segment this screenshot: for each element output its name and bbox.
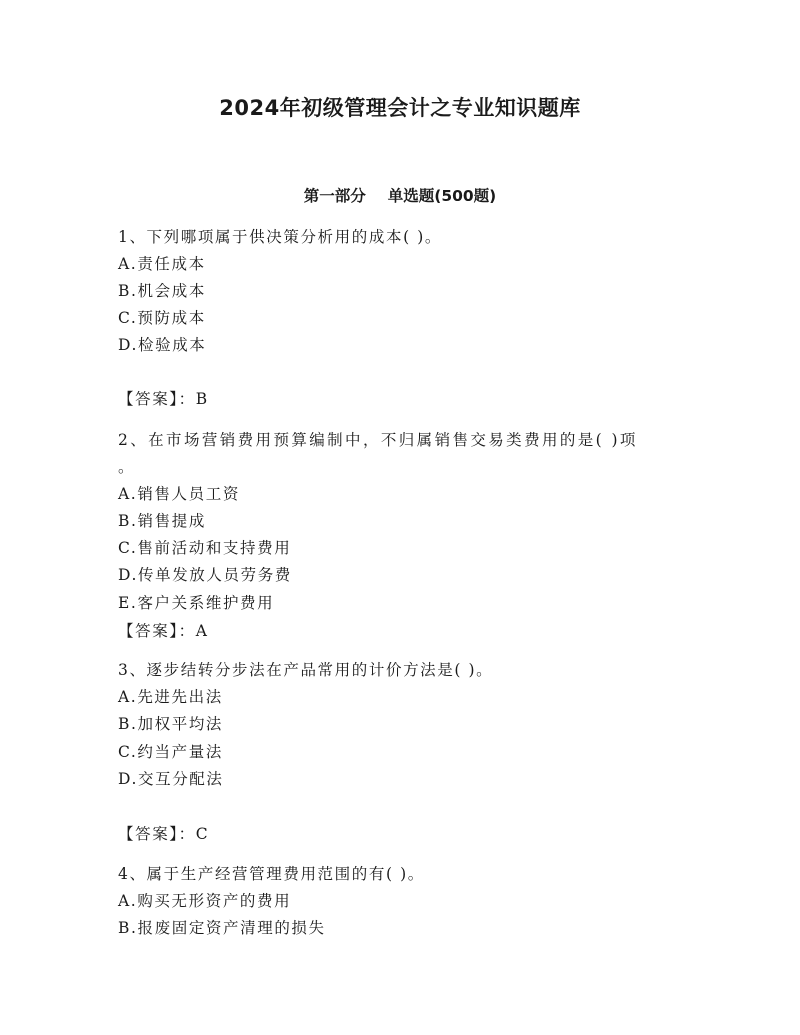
question-1-text: 1、下列哪项属于供决策分析用的成本( )。 (118, 228, 442, 246)
question-1-option-c: C.预防成本 (118, 309, 206, 327)
section-heading (0, 184, 800, 206)
question-2-option-c: C.售前活动和支持费用 (118, 539, 292, 557)
question-2-option-d: D.传单发放人员劳务费 (118, 566, 292, 584)
question-1-answer: 【答案】：B (118, 390, 209, 408)
question-3-option-b: B.加权平均法 (118, 715, 224, 733)
question-4-option-b: B.报废固定资产清理的损失 (118, 919, 326, 937)
question-3-option-d: D.交互分配法 (118, 770, 224, 788)
question-1-option-b: B.机会成本 (118, 282, 206, 300)
question-2-option-a: A.销售人员工资 (118, 485, 240, 503)
question-3-text: 3、逐步结转分步法在产品常用的计价方法是( )。 (118, 661, 494, 679)
question-2-answer: 【答案】：A (118, 622, 209, 640)
section-name: 单选题(500题) (387, 187, 497, 205)
question-1-option-d: D.检验成本 (118, 336, 207, 354)
question-2-text-cont: 。 (118, 458, 136, 476)
question-3-option-c: C.约当产量法 (118, 743, 223, 761)
question-3-answer: 【答案】：C (118, 825, 210, 843)
document-title: 2024年初级管理会计之专业知识题库 (219, 96, 581, 120)
question-4-option-a: A.购买无形资产的费用 (118, 892, 292, 910)
question-3-option-a: A.先进先出法 (118, 688, 223, 706)
question-4-text: 4、属于生产经营管理费用范围的有( )。 (118, 865, 425, 883)
section-part: 第一部分 (303, 187, 366, 205)
question-1-option-a: A.责任成本 (118, 255, 206, 273)
question-2-option-b: B.销售提成 (118, 512, 206, 530)
question-2-option-e: E.客户关系维护费用 (118, 594, 275, 612)
question-2-text: 2、在市场营销费用预算编制中，不归属销售交易类费用的是( )项 (118, 431, 638, 449)
